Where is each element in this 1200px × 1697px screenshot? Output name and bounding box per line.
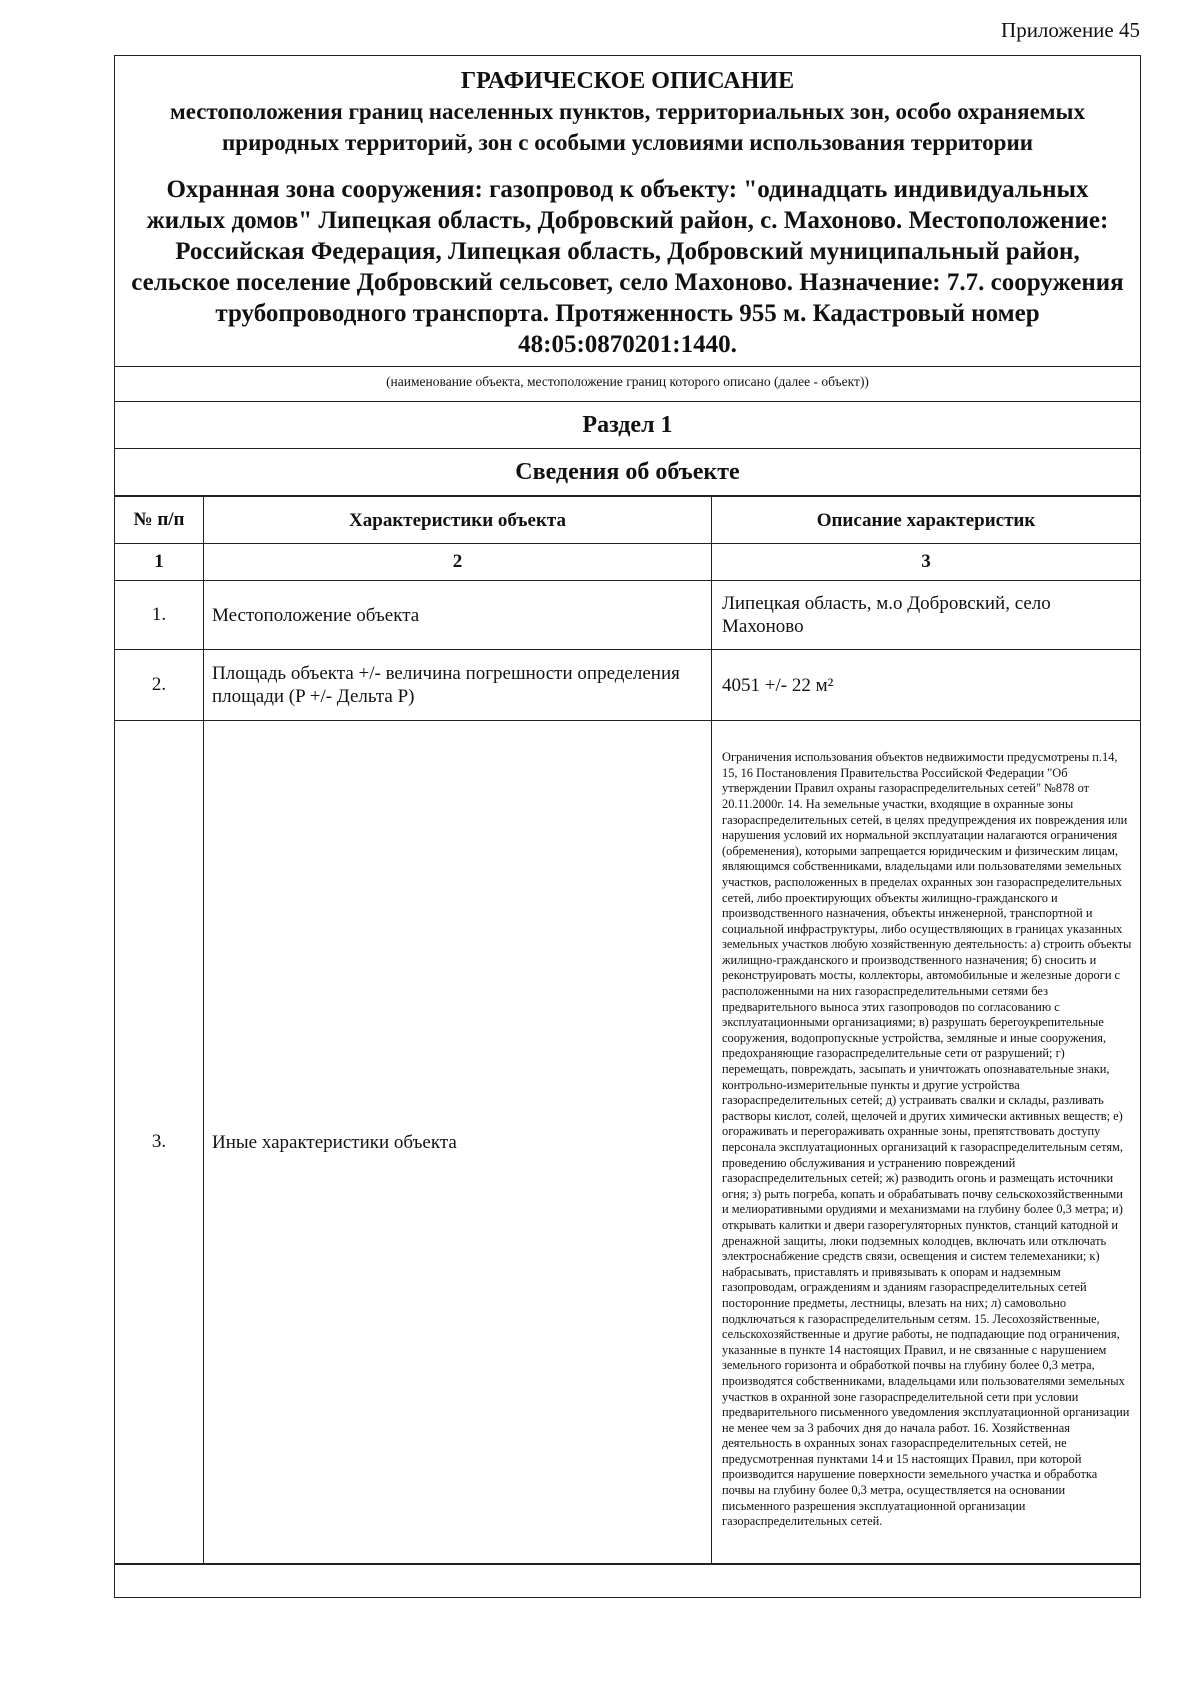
object-name: Охранная зона сооружения: газопровод к объекту: "одинадцать индивидуальных жилых домов" Липецкая область, Добровский район, с. Махоново. Местоположение: Российская Федерация, Липецкая область, Добровский муниципальный район, сельское поселение Добровский сельсовет, село Махоново. Назначение: 7.7. сооружения трубопроводного транспорта. Протяженность 955 м. Кадастровый номер 48:05:0870201:1440. [131, 176, 1124, 358]
row-number: 2. [115, 650, 204, 721]
column-number-row [115, 544, 1140, 581]
table-row [115, 650, 1140, 721]
row-number: 1. [115, 581, 204, 650]
header-description: Описание характеристик [712, 497, 1141, 544]
document-frame [114, 55, 1141, 1598]
column-number-1: 1 [115, 544, 204, 581]
document-header [115, 56, 1140, 367]
row-value: Липецкая область, м.о Добровский, село Махоново [712, 581, 1141, 650]
section-subtitle: Сведения об объекте [115, 449, 1140, 496]
object-info-table [115, 496, 1140, 1564]
table-row [115, 721, 1140, 1564]
row-value: 4051 +/- 22 м² [712, 650, 1141, 721]
appendix-number: Приложение 45 [1001, 18, 1140, 42]
column-number-2: 2 [204, 544, 712, 581]
table-header-row [115, 497, 1140, 544]
section-title: Раздел 1 [115, 402, 1140, 449]
table-footer-row [115, 1564, 1140, 1597]
row-value: Ограничения использования объектов недвижимости предусмотрены п.14, 15, 16 Постановления Правительства Российской Федерации "Об утверждении Правил охраны газораспределительных сетей" №878 от 20.11.2000г. 14. На земельные участки, входящие в охранные зоны газораспределительных сетей, в целях предупреждения их повреждения или нарушения условий их нормальной эксплуатации налагаются ограничения (обременения), которыми запрещается юридическим и физическим лицам, являющимся собственниками, владельцами или пользователями земельных участков, расположенных в пределах охранных зон газораспределительных сетей, либо проектирующих объекты жилищно-гражданского и производственного назначения, объекты инженерной, транспортной и социальной инфраструктуры, либо осуществляющих в границах указанных земельных участков любую хозяйственную деятельность: а) строить объекты жилищно-гражданского и производственного назначения; б) сносить и реконструировать мосты, коллекторы, автомобильные и железные дороги с расположенными на них газораспределительными сетями без предварительного выноса этих газопроводов по согласованию с эксплуатационными организациями; в) разрушать берегоукрепительные сооружения, водопропускные устройства, земляные и иные сооружения, предохраняющие газораспределительные сети от разрушений; г) перемещать, повреждать, засыпать и уничтожать опознавательные знаки, контрольно-измерительные пункты и другие устройства газораспределительных сетей; д) устраивать свалки и склады, разливать растворы кислот, солей, щелочей и других химически активных веществ; е) огораживать и перегораживать охранные зоны, препятствовать доступу персонала эксплуатационных организаций к газораспределительным сетям, проведению обслуживания и устранению повреждений газораспределительных сетей; ж) разводить огонь и размещать источники огня; з) рыть погреба, копать и обрабатывать почву сельскохозяйственными и мелиоративными орудиями и механизмами на глубину более 0,3 метра; и) открывать калитки и двери газорегуляторных пунктов, станций катодной и дренажной защиты, люки подземных колодцев, включать или отключать электроснабжение средств связи, освещения и систем телемеханики; к) набрасывать, приставлять и привязывать к опорам и надземным газопроводам, ограждениям и зданиям газораспределительных сетей посторонние предметы, лестницы, влезать на них; л) самовольно подключаться к газораспределительным сетям. 15. Лесохозяйственные, сельскохозяйственные и другие работы, не подпадающие под ограничения, указанные в пункте 14 настоящих Правил, и не связанные с нарушением земельного горизонта и обработкой почвы на глубину более 0,3 метра, производятся собственниками, владельцами или пользователями земельных участков в охранной зоне газораспределительной сети при условии предварительного письменного уведомления эксплуатационной организации не менее чем за 3 рабочих дня до начала работ. 16. Хозяйственная деятельность в охранных зонах газораспределительных сетей, не предусмотренная пунктами 14 и 15 настоящих Правил, при которой производится нарушение поверхности земельного участка и обработка почвы на глубину более 0,3 метра, осуществляется на основании письменного разрешения эксплуатационной организации газораспределительных сетей. [712, 721, 1141, 1564]
document-subtitle: местоположения границ населенных пунктов, территориальных зон, особо охраняемых природных территорий, зон с особыми условиями использования территории [170, 99, 1085, 155]
column-number-3: 3 [712, 544, 1141, 581]
table-row [115, 581, 1140, 650]
row-characteristic: Площадь объекта +/- величина погрешности определения площади (P +/- Дельта P) [204, 650, 712, 721]
object-name-caption: (наименование объекта, местоположение границ которого описано (далее - объект)) [115, 367, 1140, 402]
row-characteristic: Местоположение объекта [204, 581, 712, 650]
header-number: № п/п [115, 497, 204, 544]
document-title: ГРАФИЧЕСКОЕ ОПИСАНИЕ [460, 68, 795, 94]
header-characteristics: Характеристики объекта [204, 497, 712, 544]
row-characteristic: Иные характеристики объекта [204, 721, 712, 1564]
row-number: 3. [115, 721, 204, 1564]
